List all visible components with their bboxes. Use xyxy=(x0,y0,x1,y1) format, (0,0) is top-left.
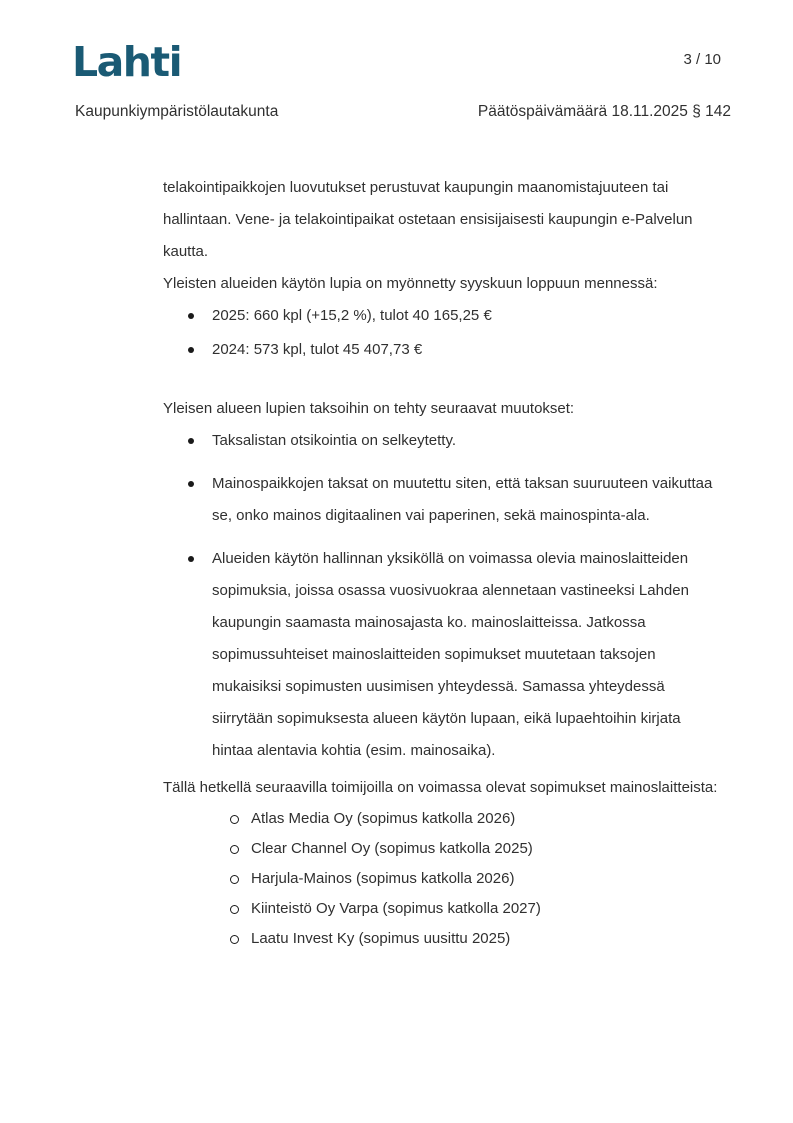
list-item xyxy=(163,300,723,332)
committee-name: Kaupunkiympäristölautakunta xyxy=(75,103,279,120)
permit-stat-2025: 2025: 660 kpl (+15,2 %), tulot 40 165,25 € xyxy=(212,307,492,324)
tariff-change-ad-spaces: Mainospaikkojen taksat on muutettu siten, että taksan suuruuteen vaikuttaa se, onko mainos digitaalinen vai paperinen, sekä mainospinta-ala. xyxy=(212,475,713,524)
contract-kiinteisto-varpa: Kiinteistö Oy Varpa (sopimus katkolla 2027) xyxy=(251,900,541,917)
paragraph-tariff-changes: Yleisen alueen lupien taksoihin on tehty seuraavat muutokset: xyxy=(163,400,575,417)
contract-clear-channel: Clear Channel Oy (sopimus katkolla 2025) xyxy=(251,840,533,857)
list-item xyxy=(163,334,723,366)
bullet-icon xyxy=(188,556,194,562)
circle-bullet-icon xyxy=(230,875,239,884)
paragraph-permits-granted: Yleisten alueiden käytön lupia on myönnetty syyskuun loppuun mennessä: xyxy=(163,275,658,292)
paragraph-berthing: telakointipaikkojen luovutukset perustuvat kaupungin maanomistajuuteen tai hallintaan. Vene- ja telakointipaikat ostetaan ensisijaisesti kaupungin e-Palvelun kautta. xyxy=(163,179,693,260)
circle-bullet-icon xyxy=(230,815,239,824)
circle-bullet-icon xyxy=(230,905,239,914)
page-number: 3 / 10 xyxy=(683,51,721,68)
paragraph-current-contracts: Tällä hetkellä seuraavilla toimijoilla on voimassa olevat sopimukset mainoslaitteista: xyxy=(163,779,718,796)
bullet-icon xyxy=(188,313,194,319)
document-body xyxy=(163,172,723,954)
decision-date: Päätöspäivämäärä 18.11.2025 § 142 xyxy=(477,103,731,120)
contract-harjula-mainos: Harjula-Mainos (sopimus katkolla 2026) xyxy=(251,870,515,887)
document-header xyxy=(75,103,731,121)
bullet-icon xyxy=(188,347,194,353)
list-item xyxy=(230,894,723,924)
list-item xyxy=(163,468,723,532)
permit-stat-2024: 2024: 573 kpl, tulot 45 407,73 € xyxy=(212,341,423,358)
tariff-change-headings: Taksalistan otsikointia on selkeytetty. xyxy=(212,432,457,449)
list-item xyxy=(163,543,723,767)
circle-bullet-icon xyxy=(230,935,239,944)
tariff-changes-list xyxy=(163,425,723,767)
list-item xyxy=(163,425,723,457)
permit-stats-list xyxy=(163,300,723,366)
tariff-change-ad-devices: Alueiden käytön hallinnan yksiköllä on voimassa olevia mainoslaitteiden sopimuksia, joissa osassa vuosivuokraa alennetaan vastineeksi Lahden kaupungin saamasta mainosajasta ko. mainoslaitteissa. Jatkossa sopimussuhteiset mainoslaitteiden sopimukset muutetaan taksojen mukaisiksi sopimusten uusimisen yhteydessä. Samassa yhteydessä siirrytään sopimuksesta alueen käytön lupaan, eikä lupaehtoihin kirjata hintaa alentavia kohtia (esim. mainosaika). xyxy=(212,550,689,759)
bullet-icon xyxy=(188,438,194,444)
lahti-city-logo: Lahti xyxy=(72,38,182,86)
list-item xyxy=(230,804,723,834)
contract-atlas-media: Atlas Media Oy (sopimus katkolla 2026) xyxy=(251,810,516,827)
list-item xyxy=(230,924,723,954)
circle-bullet-icon xyxy=(230,845,239,854)
contracts-list xyxy=(230,804,723,954)
bullet-icon xyxy=(188,481,194,487)
list-item xyxy=(230,834,723,864)
list-item xyxy=(230,864,723,894)
contract-laatu-invest: Laatu Invest Ky (sopimus uusittu 2025) xyxy=(251,930,511,947)
